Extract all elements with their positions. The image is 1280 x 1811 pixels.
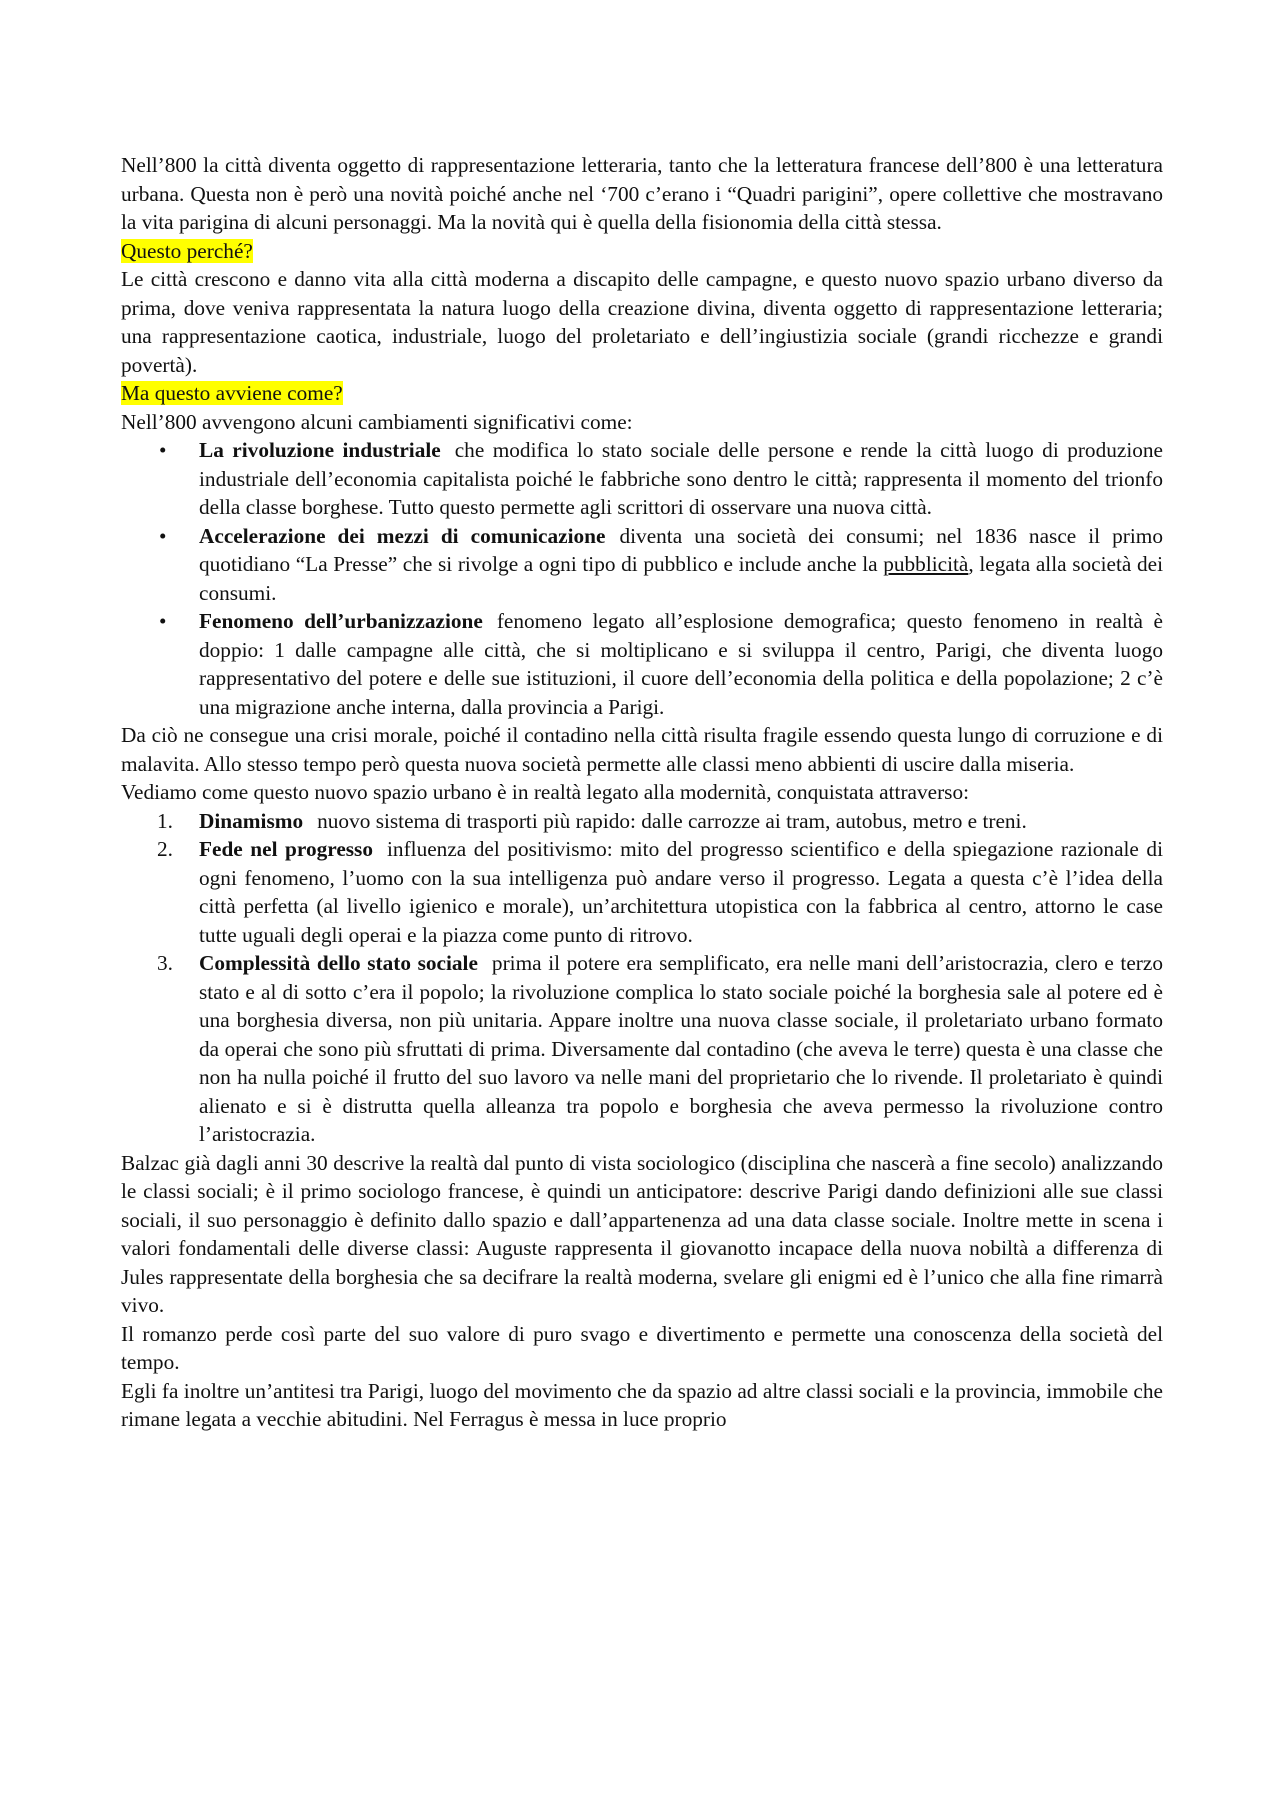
bullet-list-changes bbox=[121, 436, 1163, 721]
list-item-text: prima il potere era semplificato, era nelle mani dell’aristocrazia, clero e terzo stato e al di sotto c’era il popolo; la rivoluzione complica lo stato sociale poiché la borghesia sale al potere ed è una borghesia diversa, non più unitaria. Appare inoltre una nuova classe sociale, il proletariato urbano formato da operai che sono più sfruttati di prima. Diversamente dal contadino (che aveva le terre) questa è una classe che non ha nulla poiché il frutto del suo lavoro va nelle mani del proprietario che lo rivende. Il proletariato è quindi alienato e si è distrutta quella alleanza tra popolo e borghesia che aveva permesso la rivoluzione contro l’aristocrazia. bbox=[199, 951, 1163, 1146]
highlighted-question: Ma questo avviene come? bbox=[121, 381, 343, 405]
number-marker: 3. bbox=[157, 951, 173, 975]
underlined-word: pubblicità bbox=[883, 552, 969, 576]
number-marker: 2. bbox=[157, 837, 173, 861]
list-item-text: nuovo sistema di trasporti più rapido: dalle carrozze ai tram, autobus, metro e treni. bbox=[317, 808, 1027, 833]
list-item bbox=[121, 522, 1163, 608]
list-item bbox=[121, 607, 1163, 721]
list-item bbox=[121, 807, 1163, 836]
paragraph-antithesis: Egli fa inoltre un’antitesi tra Parigi, luogo del movimento che da spazio ad altre classi sociali e la provincia, immobile che rimane legata a vecchie abitudini. Nel Ferragus è messa in luce proprio bbox=[121, 1378, 1163, 1431]
question-heading-2 bbox=[121, 379, 1163, 408]
list-item-title: Fenomeno dell’urbanizzazione bbox=[199, 609, 483, 633]
list-item-title: Fede nel progresso bbox=[199, 837, 373, 861]
list-item-title: La rivoluzione industriale bbox=[199, 438, 441, 462]
list-item-text: diventa una società dei consumi; nel 1836 nasce il primo quotidiano “La Presse” che si rivolge a ogni tipo di pubblico e include anche la bbox=[199, 523, 1163, 576]
list-item-text: fenomeno legato all’esplosione demografica; questo fenomeno in realtà è doppio: 1 dalle campagne alle città, che si moltiplicano e si sviluppa il centro, Parigi, che diventa luogo rappresentativo del potere e delle sue istituzioni, il cuore dell’economia della politica e della popolazione; 2 c’è una migrazione anche interna, dalla provincia a Parigi. bbox=[199, 609, 1163, 719]
paragraph-intro: Nell’800 la città diventa oggetto di rappresentazione letteraria, tanto che la letteratura francese dell’800 è una letteratura urbana. Questa non è però una novità poiché anche nel ‘700 c’erano i “Quadri parigini”, opere collettive che mostravano la vita parigina di alcuni personaggi. Ma la novità qui è quella della fisionomia della città stessa. bbox=[121, 153, 1163, 234]
list-item-title: Accelerazione dei mezzi di comunicazione bbox=[199, 523, 606, 548]
paragraph-novel-value: Il romanzo perde così parte del suo valore di puro svago e divertimento e permette una conoscenza della società del tempo. bbox=[121, 1321, 1163, 1374]
paragraph-modernity-intro: Vediamo come questo nuovo spazio urbano è in realtà legato alla modernità, conquistata attraverso: bbox=[121, 780, 970, 804]
question-heading-1 bbox=[121, 237, 1163, 266]
number-marker: 1. bbox=[157, 808, 173, 833]
list-item-title: Dinamismo bbox=[199, 808, 304, 833]
list-item-text: influenza del positivismo: mito del progresso scientifico e della spiegazione razionale di ogni fenomeno, l’uomo con la sua intelligenza può andare verso il progresso. Legata a questa c’è l’idea della città perfetta (al livello igienico e morale), un’architettura utopistica con la fabbrica al centro, attorno le case tutte uguali degli operai e la piazza come punto di ritrovo. bbox=[199, 837, 1163, 947]
paragraph-balzac: Balzac già dagli anni 30 descrive la realtà dal punto di vista sociologico (disciplina che nascerà a fine secolo) analizzando le classi sociali; è il primo sociologo francese, è quindi un anticipatore: descrive Parigi dando definizioni alle sue classi sociali, il suo personaggio è definito dallo spazio e dall’appartenenza ad una data classe sociale. Inoltre mette in scena i valori fondamentali delle diverse classi: Auguste rappresenta il giovanotto incapace della nuova nobiltà a differenza di Jules rappresentate della borghesia che sa decifrare la realtà moderna, svelare gli enigmi ed è l’unico che alla fine rimarrà vivo. bbox=[121, 1150, 1163, 1317]
list-item-text-end: , legata alla società dei consumi. bbox=[199, 552, 1163, 605]
list-item bbox=[121, 436, 1163, 522]
list-item-text: che modifica lo stato sociale delle persone e rende la città luogo di produzione industriale dell’economia capitalista poiché le fabbriche sono dentro le città; rappresenta il momento del trionfo della classe borghese. Tutto questo permette agli scrittori di osservare una nuova città. bbox=[199, 438, 1163, 519]
paragraph-changes-intro: Nell’800 avvengono alcuni cambiamenti significativi come: bbox=[121, 409, 633, 434]
bullet-marker: • bbox=[159, 523, 167, 548]
bullet-marker: • bbox=[159, 438, 167, 462]
list-item-title: Complessità dello stato sociale bbox=[199, 951, 478, 975]
document-body bbox=[121, 151, 1163, 1434]
bullet-marker: • bbox=[159, 609, 167, 633]
list-item bbox=[121, 949, 1163, 1149]
highlighted-question: Questo perché? bbox=[121, 238, 253, 263]
paragraph-cities-growth: Le città crescono e danno vita alla città moderna a discapito delle campagne, e questo nuovo spazio urbano diverso da prima, dove veniva rappresentata la natura luogo della creazione divina, diventa oggetto di rappresentazione letteraria; una rappresentazione caotica, industriale, luogo del proletariato e dell’ingiustizia sociale (grandi ricchezze e grandi povertà). bbox=[121, 267, 1163, 377]
list-item bbox=[121, 835, 1163, 949]
numbered-list-modernity bbox=[121, 807, 1163, 1149]
paragraph-moral-crisis: Da ciò ne consegue una crisi morale, poiché il contadino nella città risulta fragile essendo questa lungo di corruzione e di malavita. Allo stesso tempo però questa nuova società permette alle classi meno abbienti di uscire dalla miseria. bbox=[121, 723, 1163, 776]
